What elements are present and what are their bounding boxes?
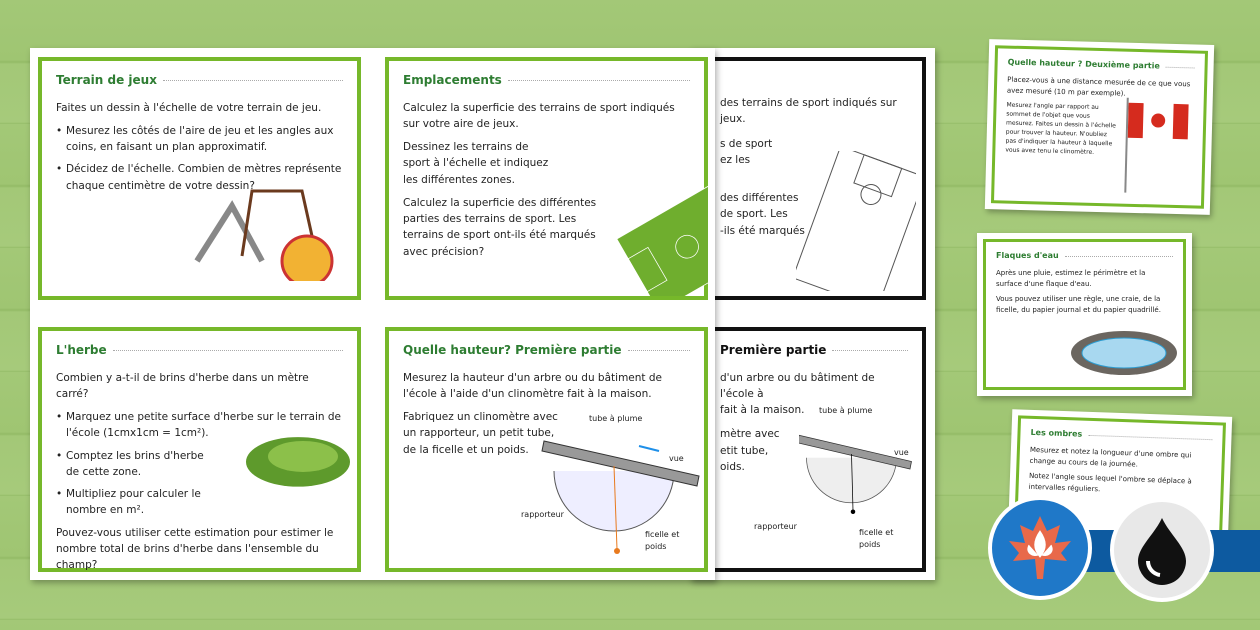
bw-sheet	[690, 48, 935, 580]
card-quelle-hauteur-1: Quelle hauteur? Première partie Mesurez la hauteur d'un arbre ou du bâtiment de l'école à l'aide d'un clinomètre fait à la maison. Fabriquez un clinomètre avec un rapporteur, un petit tube, de la ficelle et un poids. tube à plume vue rapporteur ficelle et poids	[385, 327, 708, 572]
main-sheet	[30, 48, 715, 580]
soccer-field-image	[613, 166, 708, 296]
quebec-badge	[988, 496, 1092, 600]
card-les-ombres: Les ombres Mesurez et notez la longueur d'une ombre qui change au cours de la journée. Notez l'angle sous lequel l'ombre se déplace à intervalles réguliers.	[1008, 409, 1232, 547]
card-emplacements: Emplacements Calculez la superficie des terrains de sport indiqués sur votre aire de jeux. Dessinez les terrains de sport à l'échelle et indiquez les différentes zones. Calculez la superficie des différentes parties des terrains de sport. Les terrains de sport ont-ils été marqués avec précision?	[385, 57, 708, 300]
bw-card-bottom: Première partie d'un arbre ou du bâtiment de l'école à fait à la maison. mètre avec etit tube, oids. tube à plume vue rapporteur ficelle et poids	[690, 327, 926, 572]
bw-card-top	[690, 57, 926, 300]
card-terrain-de-jeux: Terrain de jeux Faites un dessin à l'échelle de votre terrain de jeu. • Mesurez les côtés de l'aire de jeu et les angles aux coins, en faisant un plan approximatif. • Décidez de l'échelle. Combien de mètres représente chaque centimètre de votre dessin?	[38, 57, 361, 300]
card-flaques-deau: Flaques d'eau Après une pluie, estimez le périmètre et la surface d'une flaque d'eau. Vous pouvez utiliser une règle, une craie, de la ficelle, du papier journal et du papier quadrillé.	[977, 233, 1192, 396]
card-quelle-hauteur-2: Quelle hauteur ? Deuxième partie Placez-vous à une distance mesurée de ce que vous avez mesuré (10 m par exemple). Mesurez l'angle par rapport au sommet de l'objet que vous mesurez. Faites un dessin à l'échelle pour trouver la hauteur. N'oubliez pas d'indiquer la hauteur à laquelle vous avez tenu le clinomètre.	[985, 39, 1214, 215]
puddle-image	[1069, 328, 1179, 378]
ink-drop-icon	[1132, 515, 1192, 585]
playground-image	[192, 186, 337, 281]
canada-flag-image	[1120, 93, 1193, 195]
maple-leaf-fleur-de-lis-icon	[1005, 513, 1075, 583]
soccer-field-outline-image	[796, 151, 916, 291]
bw-text: des terrains de sport indiqués sur jeux. s de sport ez les des différentes de sport. Les -ils été marqués	[720, 97, 897, 237]
card-herbe: L'herbe Combien y a-t-il de brins d'herbe dans un mètre carré? • Marquez une petite surface d'herbe sur le terrain de l'école (1cmx1cm = 1cm²). • Comptez les brins d'herbe de cette zone. • Multipliez pour calculer le nombre en m². Pouvez-vous utiliser cette estimation pour estimer le nombre total de brins d'herbe dans l'ensemble du champ?	[38, 327, 361, 572]
card-title: Terrain de jeux	[56, 73, 157, 87]
ink-badge	[1110, 498, 1214, 602]
